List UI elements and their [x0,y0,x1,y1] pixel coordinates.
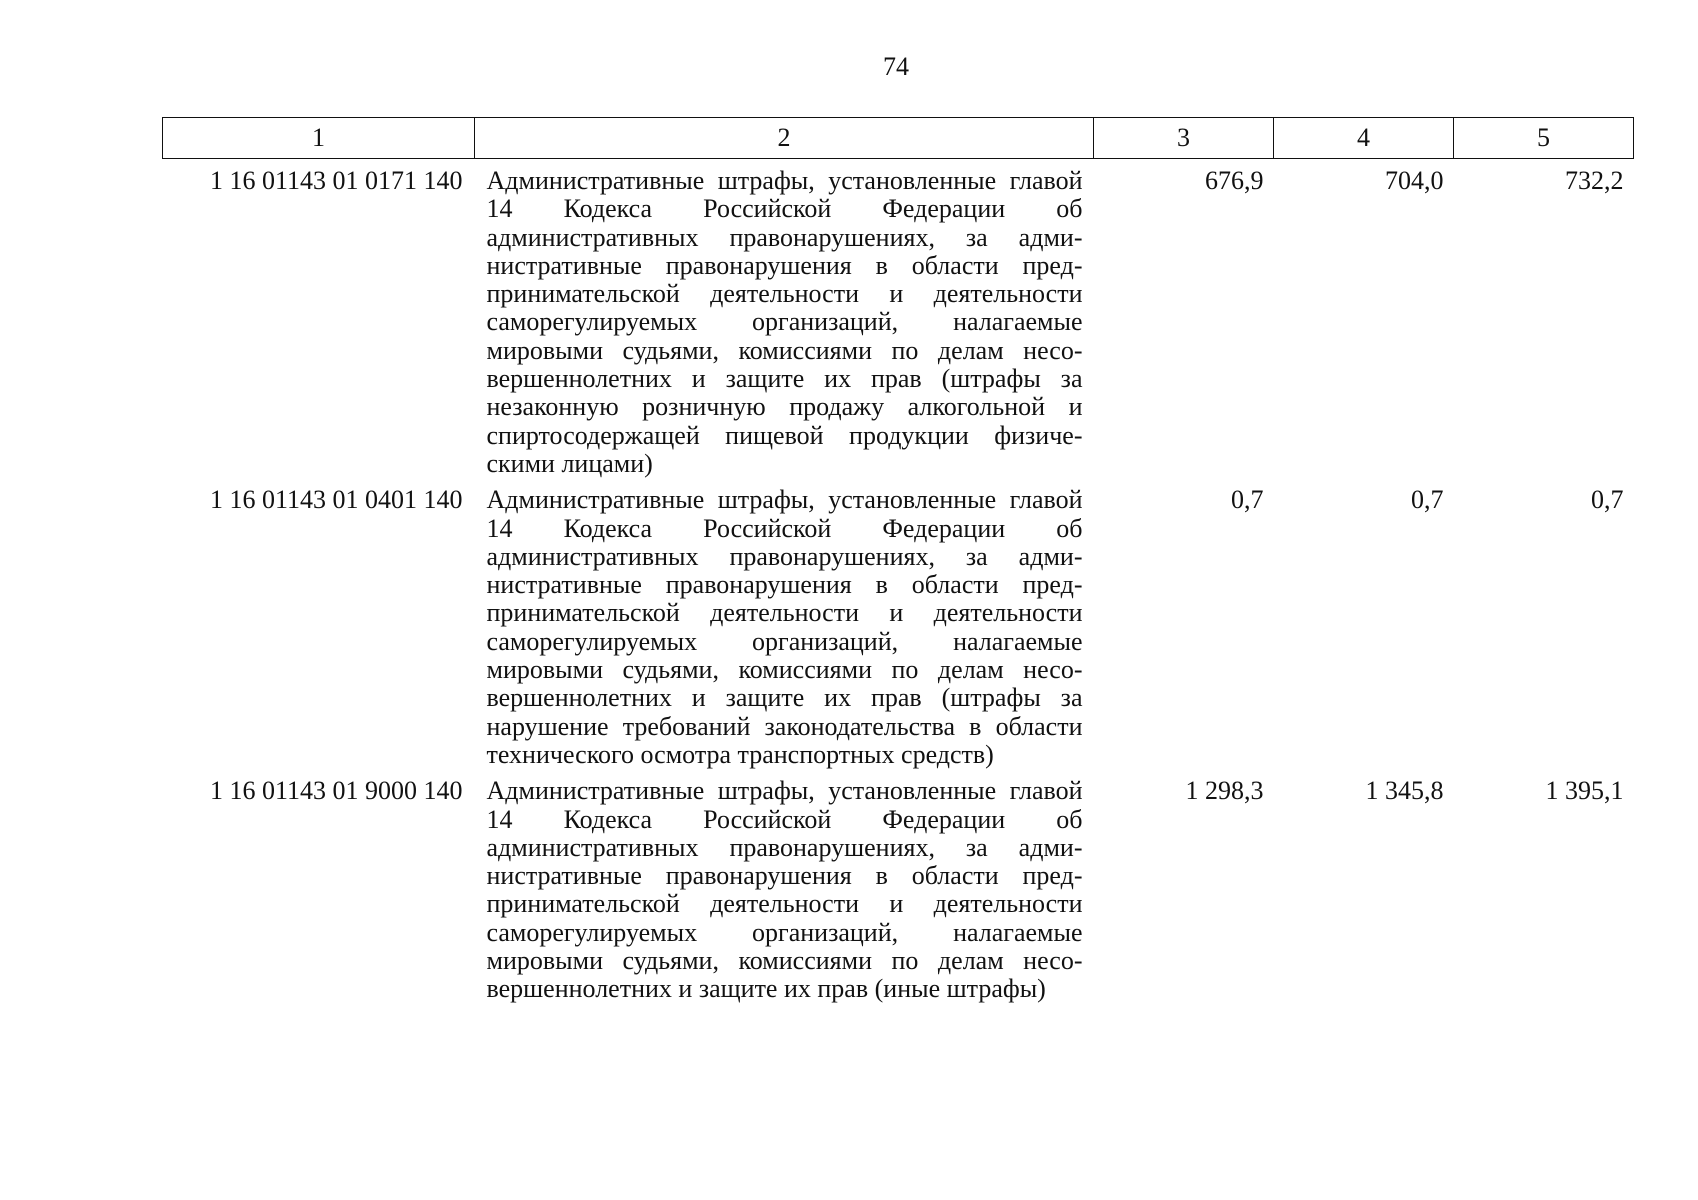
table-header [163,118,1634,159]
income-description: Административные штрафы, установленные главой 14 Кодекса Российской Федерации об административных правонарушениях, за административные правонарушения в области предпринимательской деятельности и деятельности саморегулируемых организаций, налагаемые мировыми судьями, комиссиями по делам несовершеннолетних и защите их прав (штрафы за нарушение требований законодательства в области технического осмотра транспортных средств) [486,485,1083,769]
amount-col-5: 0,7 [1591,485,1624,515]
amount-col-5: 1 395,1 [1545,776,1624,806]
table-row [163,478,1634,769]
amount-col-4: 0,7 [1411,485,1444,515]
header-col-1: 1 [163,118,475,159]
income-description: Административные штрафы, установленные главой 14 Кодекса Российской Федерации об административных правонарушениях, за административные правонарушения в области предпринимательской деятельности и деятельности саморегулируемых организаций, налагаемые мировыми судьями, комиссиями по делам несовершеннолетних и защите их прав (штрафы за незаконную розничную продажу алкогольной и спиртосодержащей пищевой продукции физическими лицами) [486,166,1083,478]
budget-code: 1 16 01143 01 0171 140 [209,166,463,195]
amount-col-3: 676,9 [1205,166,1264,195]
income-description: Административные штрафы, установленные главой 14 Кодекса Российской Федерации об административных правонарушениях, за административные правонарушения в области предпринимательской деятельности и деятельности саморегулируемых организаций, налагаемые мировыми судьями, комиссиями по делам несовершеннолетних и защите их прав (иные штрафы) [486,776,1083,1004]
budget-code: 1 16 01143 01 9000 140 [209,776,463,806]
amount-col-5: 732,2 [1565,166,1624,195]
table-body [163,159,1634,1004]
budget-table [162,117,1634,1004]
header-col-3: 3 [1094,118,1274,159]
header-col-5: 5 [1454,118,1634,159]
amount-col-4: 1 345,8 [1365,776,1444,806]
page-number: 74 [883,52,909,81]
header-col-2: 2 [475,118,1094,159]
amount-col-3: 0,7 [1231,485,1264,515]
table-row [163,159,1634,479]
table-row [163,769,1634,1003]
amount-col-3: 1 298,3 [1185,776,1264,806]
budget-code: 1 16 01143 01 0401 140 [209,485,463,515]
amount-col-4: 704,0 [1385,166,1444,195]
header-row [163,118,1634,159]
header-col-4: 4 [1274,118,1454,159]
